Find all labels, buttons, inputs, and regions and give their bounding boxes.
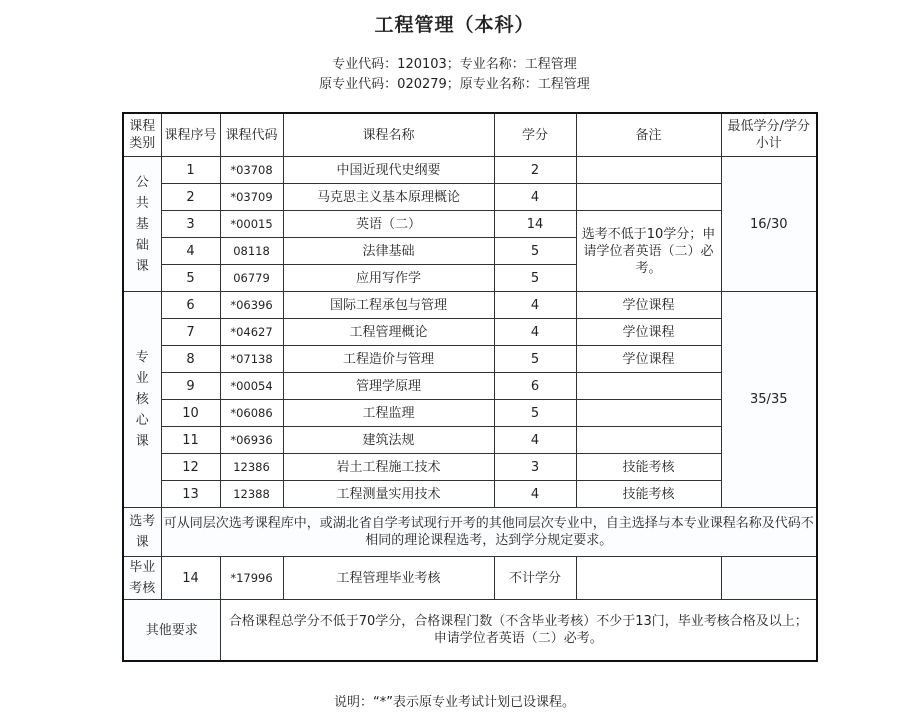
- header-code: 课程代码: [220, 113, 283, 157]
- course-code: *00054: [220, 373, 283, 400]
- category-label: 公共基础课: [135, 174, 149, 274]
- course-code: *07138: [220, 346, 283, 373]
- course-seq: 14: [161, 557, 220, 600]
- table-row: [123, 373, 817, 400]
- header-category: 课程类别: [123, 113, 161, 157]
- course-seq: 8: [161, 346, 220, 373]
- course-credit: 5: [494, 346, 576, 373]
- table-row: [123, 211, 817, 238]
- course-name: 工程监理: [283, 400, 494, 427]
- category-graduation: [123, 557, 161, 600]
- header-name: 课程名称: [283, 113, 494, 157]
- course-credit: 4: [494, 292, 576, 319]
- course-code: *04627: [220, 319, 283, 346]
- course-code: *03708: [220, 157, 283, 184]
- course-seq: 13: [161, 481, 220, 508]
- course-credit: 4: [494, 184, 576, 211]
- table-row: [123, 346, 817, 373]
- course-code: 12388: [220, 481, 283, 508]
- course-remark: [576, 557, 721, 600]
- course-remark: 技能考核: [576, 454, 721, 481]
- course-name: 应用写作学: [283, 265, 494, 292]
- course-name: 工程测量实用技术: [283, 481, 494, 508]
- other-requirements-text: 合格课程总学分不低于70学分，合格课程门数（不含毕业考核）不少于13门，毕业考核合格及以上；申请学位者英语（二）必考。: [220, 600, 817, 662]
- table-row: [123, 184, 817, 211]
- course-seq: 10: [161, 400, 220, 427]
- header-remark: 备注: [576, 113, 721, 157]
- course-name: 管理学原理: [283, 373, 494, 400]
- table-row: [123, 481, 817, 508]
- course-name: 马克思主义基本原理概论: [283, 184, 494, 211]
- table-row: [123, 400, 817, 427]
- course-seq: 5: [161, 265, 220, 292]
- core-subtotal: 35/35: [721, 292, 817, 508]
- former-major-code-line: 原专业代码：020279；原专业名称：工程管理: [319, 77, 590, 92]
- course-remark: 学位课程: [576, 292, 721, 319]
- course-seq: 6: [161, 292, 220, 319]
- page-title: 工程管理（本科）: [374, 14, 535, 36]
- course-credit: 2: [494, 157, 576, 184]
- table-row: [123, 319, 817, 346]
- course-name: 英语（二）: [283, 211, 494, 238]
- course-code: *06086: [220, 400, 283, 427]
- course-seq: 7: [161, 319, 220, 346]
- public-remark: 选考不低于10学分；申请学位者英语（二）必考。: [576, 211, 721, 292]
- table-row: [123, 157, 817, 184]
- course-seq: 3: [161, 211, 220, 238]
- course-credit: 6: [494, 373, 576, 400]
- other-requirements-label: 其他要求: [123, 600, 220, 662]
- graduation-row: [123, 557, 817, 600]
- course-seq: 4: [161, 238, 220, 265]
- course-code: *00015: [220, 211, 283, 238]
- course-name: 工程造价与管理: [283, 346, 494, 373]
- course-credit: 5: [494, 238, 576, 265]
- elective-row: [123, 508, 817, 557]
- course-code: *06396: [220, 292, 283, 319]
- category-core: [123, 292, 161, 508]
- course-credit: 4: [494, 319, 576, 346]
- course-name: 工程管理毕业考核: [283, 557, 494, 600]
- category-elective: [123, 508, 161, 557]
- course-code: 12386: [220, 454, 283, 481]
- header-row: [123, 113, 817, 157]
- course-credit: 不计学分: [494, 557, 576, 600]
- course-code: *06936: [220, 427, 283, 454]
- course-name: 岩土工程施工技术: [283, 454, 494, 481]
- course-code: *17996: [220, 557, 283, 600]
- course-name: 建筑法规: [283, 427, 494, 454]
- course-credit: 5: [494, 400, 576, 427]
- course-seq: 12: [161, 454, 220, 481]
- course-seq: 2: [161, 184, 220, 211]
- header-min-credit: 最低学分/学分小计: [721, 113, 817, 157]
- header-credit: 学分: [494, 113, 576, 157]
- course-remark: [576, 400, 721, 427]
- course-code: 06779: [220, 265, 283, 292]
- course-credit: 5: [494, 265, 576, 292]
- course-remark: [576, 184, 721, 211]
- course-name: 国际工程承包与管理: [283, 292, 494, 319]
- course-remark: [576, 373, 721, 400]
- course-plan-table: [122, 112, 818, 662]
- course-remark: 技能考核: [576, 481, 721, 508]
- table-row: [123, 427, 817, 454]
- course-remark: 学位课程: [576, 346, 721, 373]
- category-label: 毕业考核: [129, 560, 156, 596]
- header-seq: 课程序号: [161, 113, 220, 157]
- category-label: 专业核心课: [135, 350, 149, 449]
- course-remark: 学位课程: [576, 319, 721, 346]
- course-name: 中国近现代史纲要: [283, 157, 494, 184]
- course-name: 法律基础: [283, 238, 494, 265]
- course-credit: 4: [494, 481, 576, 508]
- course-code: *03709: [220, 184, 283, 211]
- course-remark: [576, 427, 721, 454]
- other-requirements-row: [123, 600, 817, 662]
- course-name: 工程管理概论: [283, 319, 494, 346]
- footnote: 说明：“*”表示原专业考试计划已设课程。: [334, 695, 575, 710]
- course-credit: 14: [494, 211, 576, 238]
- course-remark: [576, 157, 721, 184]
- course-credit: 3: [494, 454, 576, 481]
- course-code: 08118: [220, 238, 283, 265]
- category-label: 选考课: [129, 514, 156, 550]
- public-subtotal: 16/30: [721, 157, 817, 292]
- course-seq: 1: [161, 157, 220, 184]
- graduation-subtotal: [721, 557, 817, 600]
- table-row: [123, 454, 817, 481]
- course-credit: 4: [494, 427, 576, 454]
- course-seq: 9: [161, 373, 220, 400]
- course-seq: 11: [161, 427, 220, 454]
- table-row: [123, 292, 817, 319]
- major-code-line: 专业代码：120103；专业名称：工程管理: [332, 57, 577, 72]
- category-public: [123, 157, 161, 292]
- elective-description: 可从同层次选考课程库中，或湖北省自学考试现行开考的其他同层次专业中，自主选择与本专业课程名称及代码不相同的理论课程选考，达到学分规定要求。: [161, 508, 817, 557]
